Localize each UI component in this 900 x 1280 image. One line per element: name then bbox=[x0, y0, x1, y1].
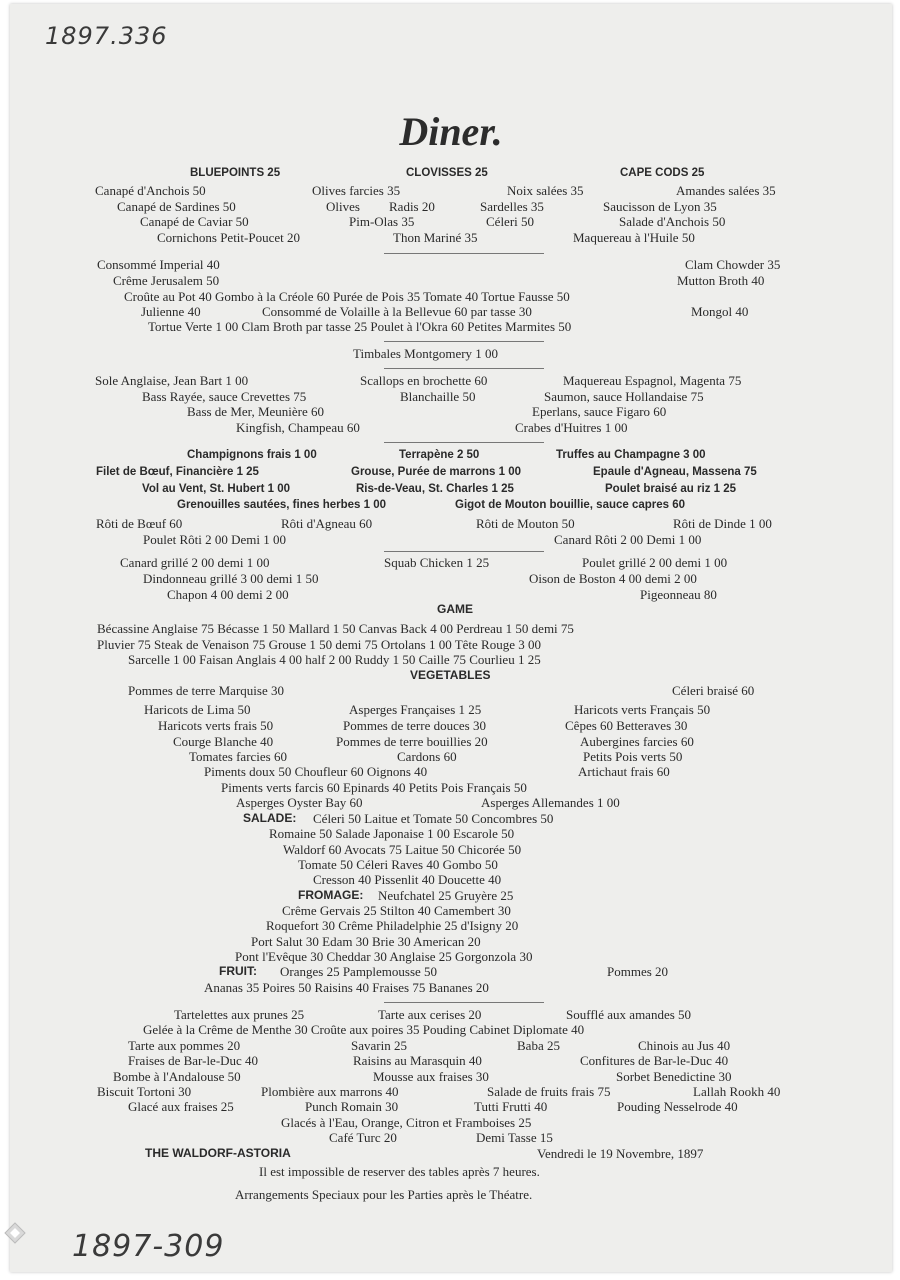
menu-line bbox=[10, 918, 892, 933]
menu-item: Salade d'Anchois 50 bbox=[619, 214, 726, 229]
menu-item: Blanchaille 50 bbox=[400, 389, 476, 404]
menu-line bbox=[10, 230, 892, 245]
menu-item: Maquereau à l'Huile 50 bbox=[573, 230, 695, 245]
menu-item: Tutti Frutti 40 bbox=[474, 1099, 548, 1114]
menu-item: Sarcelle 1 00 Faisan Anglais 4 00 half 2 00 Ruddy 1 50 Caille 75 Courlieu 1 25 bbox=[128, 652, 541, 667]
menu-item: Scallops en brochette 60 bbox=[360, 373, 488, 388]
menu-item: Bass Rayée, sauce Crevettes 75 bbox=[142, 389, 307, 404]
archive-number-top: 1897.336 bbox=[45, 22, 168, 50]
menu-line bbox=[10, 389, 892, 404]
separator bbox=[384, 551, 544, 552]
menu-item: Lallah Rookh 40 bbox=[693, 1084, 781, 1099]
menu-item: Truffes au Champagne 3 00 bbox=[556, 449, 706, 461]
separator bbox=[384, 368, 544, 369]
menu-item: Céleri 50 Laitue et Tomate 50 Concombres 50 bbox=[313, 811, 554, 826]
menu-item: Rôti d'Agneau 60 bbox=[281, 516, 373, 531]
menu-line bbox=[10, 811, 892, 826]
menu-item: Salade de fruits frais 75 bbox=[487, 1084, 611, 1099]
menu-line bbox=[10, 319, 892, 334]
menu-item: Pont l'Evêque 30 Cheddar 30 Anglaise 25 Gorgonzola 30 bbox=[235, 949, 533, 964]
menu-item: Olives bbox=[326, 199, 360, 214]
menu-page bbox=[10, 4, 892, 1272]
menu-item: Piments doux 50 Choufleur 60 Oignons 40 bbox=[204, 764, 428, 779]
menu-item: CAPE CODS 25 bbox=[620, 167, 705, 179]
menu-item: Roquefort 30 Crême Philadelphie 25 d'Isigny 20 bbox=[266, 918, 519, 933]
menu-item: Radis 20 bbox=[389, 199, 435, 214]
menu-item: Sardelles 35 bbox=[480, 199, 544, 214]
menu-item: Il est impossible de reserver des tables après 7 heures. bbox=[259, 1164, 540, 1179]
menu-item: Rôti de Dinde 1 00 bbox=[673, 516, 772, 531]
menu-line bbox=[10, 934, 892, 949]
menu-item: Piments verts farcis 60 Epinards 40 Petits Pois Français 50 bbox=[221, 780, 527, 795]
menu-item: Baba 25 bbox=[517, 1038, 560, 1053]
menu-line bbox=[10, 668, 892, 683]
menu-item: Raisins au Marasquin 40 bbox=[353, 1053, 482, 1068]
menu-item: Petits Pois verts 50 bbox=[583, 749, 683, 764]
menu-item: Soufflé aux amandes 50 bbox=[566, 1007, 692, 1022]
menu-line bbox=[10, 373, 892, 388]
menu-item: Champignons frais 1 00 bbox=[187, 449, 317, 461]
menu-line bbox=[10, 683, 892, 698]
menu-item: Pigeonneau 80 bbox=[640, 587, 717, 602]
menu-item: Plombière aux marrons 40 bbox=[261, 1084, 399, 1099]
archive-number-bottom: 1897-309 bbox=[72, 1229, 225, 1264]
menu-item: Poulet braisé au riz 1 25 bbox=[605, 483, 737, 495]
menu-item: Cornichons Petit-Poucet 20 bbox=[157, 230, 300, 245]
menu-line bbox=[10, 587, 892, 602]
menu-item: Haricots verts Français 50 bbox=[574, 702, 711, 717]
menu-item: Canapé d'Anchois 50 bbox=[95, 183, 206, 198]
menu-line bbox=[10, 652, 892, 667]
menu-item: Croûte au Pot 40 Gombo à la Créole 60 Purée de Pois 35 Tomate 40 Tortue Fausse 50 bbox=[124, 289, 570, 304]
menu-item: GAME bbox=[437, 602, 473, 616]
menu-item: Bass de Mer, Meunière 60 bbox=[187, 404, 325, 419]
menu-item: Oranges 25 Pamplemousse 50 bbox=[280, 964, 438, 979]
menu-line bbox=[10, 1187, 892, 1202]
menu-line bbox=[10, 482, 892, 497]
menu-item: Haricots de Lima 50 bbox=[144, 702, 251, 717]
menu-line bbox=[10, 166, 892, 181]
menu-item: Sole Anglaise, Jean Bart 1 00 bbox=[95, 373, 249, 388]
menu-line bbox=[10, 420, 892, 435]
menu-item: Julienne 40 bbox=[141, 304, 201, 319]
menu-line bbox=[10, 516, 892, 531]
menu-item: Chinois au Jus 40 bbox=[638, 1038, 731, 1053]
menu-line bbox=[10, 857, 892, 872]
menu-item: Saucisson de Lyon 35 bbox=[603, 199, 717, 214]
menu-item: Romaine 50 Salade Japonaise 1 00 Escarole 50 bbox=[269, 826, 515, 841]
menu-line bbox=[10, 888, 892, 903]
menu-line bbox=[10, 1084, 892, 1099]
menu-item: Tartelettes aux prunes 25 bbox=[174, 1007, 305, 1022]
menu-item: Consommé de Volaille à la Bellevue 60 par tasse 30 bbox=[262, 304, 532, 319]
menu-item: Bombe à l'Andalouse 50 bbox=[113, 1069, 241, 1084]
menu-item: Clam Chowder 35 bbox=[685, 257, 781, 272]
menu-title: Diner. bbox=[399, 109, 503, 154]
menu-item: Asperges Françaises 1 25 bbox=[349, 702, 482, 717]
menu-item: Port Salut 30 Edam 30 Brie 30 American 20 bbox=[251, 934, 481, 949]
menu-item: Céleri 50 bbox=[486, 214, 535, 229]
menu-item: Crabes d'Huitres 1 00 bbox=[515, 420, 628, 435]
menu-item: Demi Tasse 15 bbox=[476, 1130, 553, 1145]
menu-item: Tomates farcies 60 bbox=[189, 749, 287, 764]
menu-item: Rôti de Bœuf 60 bbox=[96, 516, 183, 531]
separator bbox=[384, 442, 544, 443]
menu-line bbox=[10, 346, 892, 361]
menu-line bbox=[10, 602, 892, 617]
menu-line bbox=[10, 199, 892, 214]
menu-item: Rôti de Mouton 50 bbox=[476, 516, 575, 531]
menu-item: Canard grillé 2 00 demi 1 00 bbox=[120, 555, 270, 570]
menu-item: Ananas 35 Poires 50 Raisins 40 Fraises 75 Bananes 20 bbox=[204, 980, 489, 995]
menu-line bbox=[10, 764, 892, 779]
menu-line bbox=[10, 1069, 892, 1084]
menu-item: Filet de Bœuf, Financière 1 25 bbox=[96, 466, 259, 478]
menu-item: FRUIT: bbox=[219, 964, 257, 978]
menu-item: Bécassine Anglaise 75 Bécasse 1 50 Mallard 1 50 Canvas Back 4 00 Perdreau 1 50 demi 75 bbox=[97, 621, 574, 636]
watermark-logo-icon bbox=[4, 1222, 26, 1244]
menu-item: Dindonneau grillé 3 00 demi 1 50 bbox=[143, 571, 319, 586]
menu-line bbox=[10, 795, 892, 810]
menu-item: Savarin 25 bbox=[351, 1038, 407, 1053]
menu-item: Arrangements Speciaux pour les Parties après le Théatre. bbox=[235, 1187, 533, 1202]
menu-item: THE WALDORF-ASTORIA bbox=[145, 1146, 291, 1160]
menu-item: Squab Chicken 1 25 bbox=[384, 555, 490, 570]
menu-item: FROMAGE: bbox=[298, 888, 364, 902]
menu-line bbox=[10, 1099, 892, 1114]
menu-item: Café Turc 20 bbox=[329, 1130, 397, 1145]
separator bbox=[384, 1002, 544, 1003]
menu-line bbox=[10, 949, 892, 964]
menu-line bbox=[10, 1146, 892, 1161]
menu-item: Terrapène 2 50 bbox=[399, 449, 480, 461]
menu-item: Crême Jerusalem 50 bbox=[113, 273, 220, 288]
menu-item: Saumon, sauce Hollandaise 75 bbox=[544, 389, 704, 404]
menu-line bbox=[10, 980, 892, 995]
menu-line bbox=[10, 404, 892, 419]
menu-item: Céleri braisé 60 bbox=[672, 683, 755, 698]
menu-item: Chapon 4 00 demi 2 00 bbox=[167, 587, 289, 602]
menu-item: VEGETABLES bbox=[410, 668, 491, 682]
menu-item: Gigot de Mouton bouillie, sauce capres 60 bbox=[455, 499, 686, 511]
menu-line bbox=[10, 448, 892, 463]
menu-line bbox=[10, 1164, 892, 1179]
menu-item: Biscuit Tortoni 30 bbox=[97, 1084, 192, 1099]
menu-item: Pommes de terre douces 30 bbox=[343, 718, 486, 733]
menu-line bbox=[10, 555, 892, 570]
menu-item: Asperges Allemandes 1 00 bbox=[481, 795, 620, 810]
separator bbox=[384, 341, 544, 342]
menu-line bbox=[10, 702, 892, 717]
menu-line bbox=[10, 214, 892, 229]
menu-item: Eperlans, sauce Figaro 60 bbox=[532, 404, 667, 419]
menu-item: Noix salées 35 bbox=[507, 183, 584, 198]
menu-item: Cardons 60 bbox=[397, 749, 457, 764]
separator bbox=[384, 253, 544, 254]
menu-item: Tortue Verte 1 00 Clam Broth par tasse 25 Poulet à l'Okra 60 Petites Marmites 50 bbox=[148, 319, 572, 334]
menu-item: Neufchatel 25 Gruyère 25 bbox=[378, 888, 514, 903]
menu-item: Vol au Vent, St. Hubert 1 00 bbox=[142, 483, 291, 495]
menu-line bbox=[10, 498, 892, 513]
menu-line bbox=[10, 621, 892, 636]
menu-line bbox=[10, 571, 892, 586]
menu-item: Pluvier 75 Steak de Venaison 75 Grouse 1 50 demi 75 Ortolans 1 00 Tête Rouge 3 00 bbox=[97, 637, 541, 652]
menu-item: Pommes de terre Marquise 30 bbox=[128, 683, 284, 698]
menu-item: Timbales Montgomery 1 00 bbox=[353, 346, 499, 361]
menu-item: Artichaut frais 60 bbox=[578, 764, 670, 779]
menu-line bbox=[10, 1115, 892, 1130]
menu-item: Sorbet Benedictine 30 bbox=[616, 1069, 732, 1084]
menu-item: CLOVISSES 25 bbox=[406, 167, 488, 179]
menu-item: Mousse aux fraises 30 bbox=[373, 1069, 489, 1084]
menu-item: Amandes salées 35 bbox=[676, 183, 776, 198]
menu-line bbox=[10, 1038, 892, 1053]
menu-item: Maquereau Espagnol, Magenta 75 bbox=[563, 373, 742, 388]
menu-item: Pommes de terre bouillies 20 bbox=[336, 734, 488, 749]
menu-item: Kingfish, Champeau 60 bbox=[236, 420, 360, 435]
menu-item: SALADE: bbox=[243, 811, 297, 825]
menu-line bbox=[10, 273, 892, 288]
menu-item: Crême Gervais 25 Stilton 40 Camembert 30 bbox=[282, 903, 511, 918]
menu-item: Consommé Imperial 40 bbox=[97, 257, 220, 272]
menu-line bbox=[10, 826, 892, 841]
menu-line bbox=[10, 289, 892, 304]
menu-item: Grenouilles sautées, fines herbes 1 00 bbox=[177, 499, 387, 511]
menu-item: Mongol 40 bbox=[691, 304, 749, 319]
menu-item: Punch Romain 30 bbox=[305, 1099, 399, 1114]
menu-item: Haricots verts frais 50 bbox=[158, 718, 274, 733]
menu-item: Canapé de Sardines 50 bbox=[117, 199, 236, 214]
menu-item: Courge Blanche 40 bbox=[173, 734, 274, 749]
menu-line bbox=[10, 637, 892, 652]
menu-item: Poulet Rôti 2 00 Demi 1 00 bbox=[143, 532, 286, 547]
menu-item: Cresson 40 Pissenlit 40 Doucette 40 bbox=[313, 872, 502, 887]
menu-item: Pommes 20 bbox=[607, 964, 669, 979]
menu-item: Glacés à l'Eau, Orange, Citron et Framboises 25 bbox=[281, 1115, 532, 1130]
menu-item: Mutton Broth 40 bbox=[677, 273, 765, 288]
menu-item: Tarte aux cerises 20 bbox=[378, 1007, 482, 1022]
menu-item: Olives farcies 35 bbox=[312, 183, 401, 198]
menu-line bbox=[10, 257, 892, 272]
menu-item: Fraises de Bar-le-Duc 40 bbox=[128, 1053, 259, 1068]
menu-item: BLUEPOINTS 25 bbox=[190, 167, 281, 179]
menu-item: Cêpes 60 Betteraves 30 bbox=[565, 718, 688, 733]
menu-line bbox=[10, 842, 892, 857]
menu-item: Gelée à la Crême de Menthe 30 Croûte aux poires 35 Pouding Cabinet Diplomate 40 bbox=[143, 1022, 585, 1037]
menu-item: Asperges Oyster Bay 60 bbox=[236, 795, 363, 810]
menu-line bbox=[10, 1053, 892, 1068]
menu-line bbox=[10, 903, 892, 918]
menu-line bbox=[10, 183, 892, 198]
menu-item: Tomate 50 Céleri Raves 40 Gombo 50 bbox=[298, 857, 498, 872]
menu-line bbox=[10, 532, 892, 547]
menu-item: Glacé aux fraises 25 bbox=[128, 1099, 234, 1114]
menu-item: Poulet grillé 2 00 demi 1 00 bbox=[582, 555, 728, 570]
menu-item: Ris-de-Veau, St. Charles 1 25 bbox=[356, 483, 514, 495]
menu-line bbox=[10, 1130, 892, 1145]
menu-line bbox=[10, 1007, 892, 1022]
menu-line bbox=[10, 465, 892, 480]
menu-item: Waldorf 60 Avocats 75 Laitue 50 Chicorée 50 bbox=[283, 842, 522, 857]
menu-item: Canard Rôti 2 00 Demi 1 00 bbox=[554, 532, 702, 547]
menu-line bbox=[10, 304, 892, 319]
menu-line bbox=[10, 1022, 892, 1037]
menu-line bbox=[10, 872, 892, 887]
menu-line bbox=[10, 734, 892, 749]
menu-item: Aubergines farcies 60 bbox=[580, 734, 694, 749]
menu-item: Vendredi le 19 Novembre, 1897 bbox=[537, 1146, 704, 1161]
menu-item: Pouding Nesselrode 40 bbox=[617, 1099, 738, 1114]
menu-line bbox=[10, 780, 892, 795]
menu-line bbox=[10, 964, 892, 979]
menu-line bbox=[10, 718, 892, 733]
menu-item: Confitures de Bar-le-Duc 40 bbox=[580, 1053, 729, 1068]
menu-item: Tarte aux pommes 20 bbox=[128, 1038, 241, 1053]
menu-item: Thon Mariné 35 bbox=[393, 230, 478, 245]
menu-item: Oison de Boston 4 00 demi 2 00 bbox=[529, 571, 697, 586]
menu-line bbox=[10, 749, 892, 764]
menu-item: Epaule d'Agneau, Massena 75 bbox=[593, 466, 757, 478]
menu-item: Pim-Olas 35 bbox=[349, 214, 415, 229]
menu-item: Canapé de Caviar 50 bbox=[140, 214, 249, 229]
menu-item: Grouse, Purée de marrons 1 00 bbox=[351, 466, 522, 478]
